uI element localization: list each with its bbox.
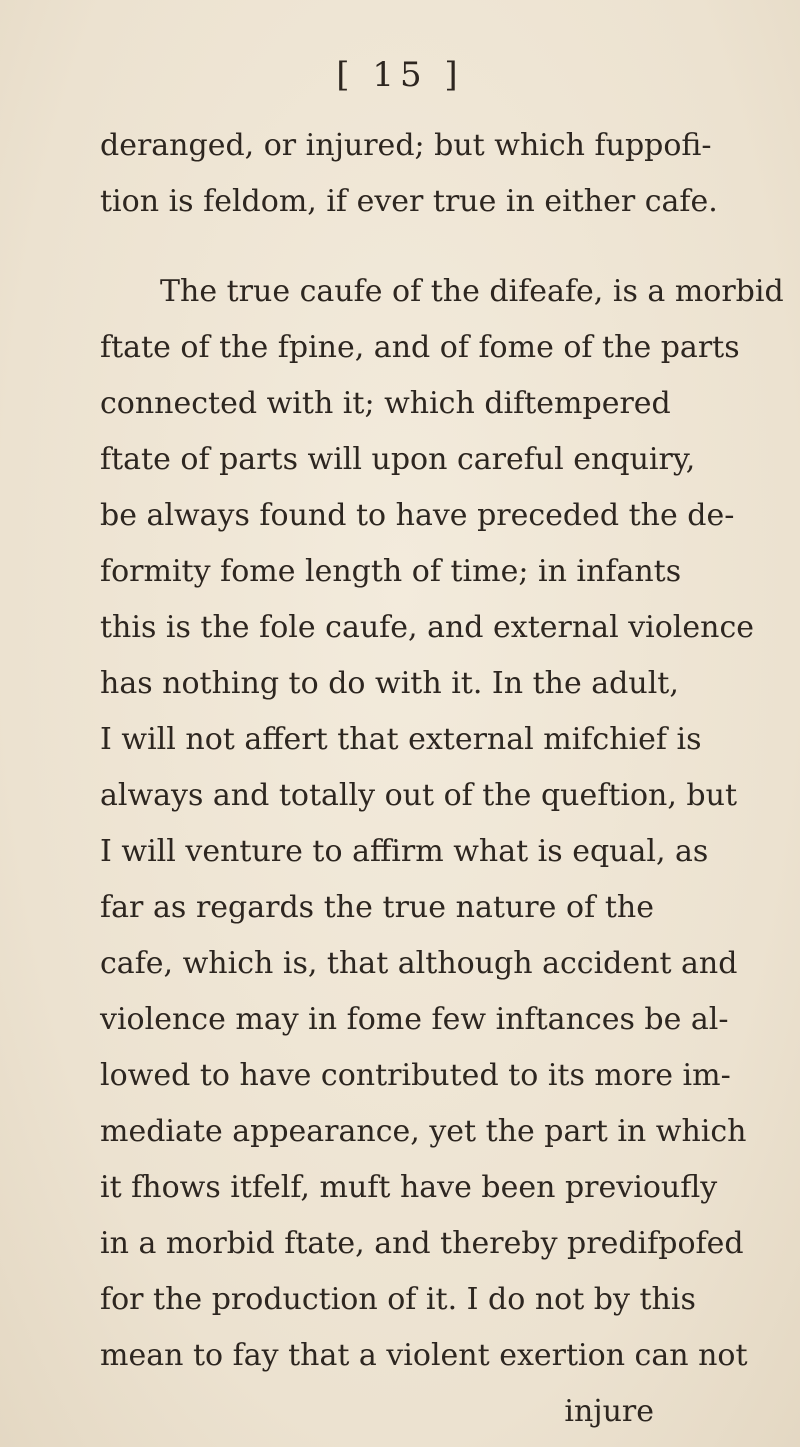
text-line: The true caufe of the difeafe, is a morbid [160,274,784,309]
text-line: this is the fole caufe, and external violence [100,610,755,645]
text-line: has nothing to do with it. In the adult, [100,666,679,701]
text-line: connected with it; which diftempered [100,386,671,421]
text-line: for the production of it. I do not by this [100,1282,696,1317]
catchword: injure [564,1394,654,1429]
text-line: tion is feldom, if ever true in either cafe. [100,184,718,219]
text-line: mean to fay that a violent exertion can not [100,1338,748,1373]
text-line: it fhows itfelf, muft have been previoufly [100,1170,718,1205]
text-line: far as regards the true nature of the [100,890,654,925]
text-line: in a morbid ftate, and thereby predifpofed [100,1226,744,1261]
text-line: lowed to have contributed to its more im- [100,1058,731,1093]
text-line: I will venture to affirm what is equal, as [100,834,709,869]
text-line: deranged, or injured; but which fuppofi- [100,128,712,163]
page-number: [ 15 ] [336,55,464,95]
text-line: ftate of the fpine, and of fome of the parts [100,330,740,365]
text-line: cafe, which is, that although accident and [100,946,738,981]
text-line: I will not affert that external mifchief is [100,722,702,757]
text-line: violence may in fome few inftances be al- [100,1002,729,1037]
text-line: ftate of parts will upon careful enquiry, [100,442,696,477]
text-line: always and totally out of the queftion, but [100,778,738,813]
text-line: be always found to have preceded the de- [100,498,735,533]
text-line: mediate appearance, yet the part in which [100,1114,747,1149]
text-line: formity fome length of time; in infants [100,554,682,589]
